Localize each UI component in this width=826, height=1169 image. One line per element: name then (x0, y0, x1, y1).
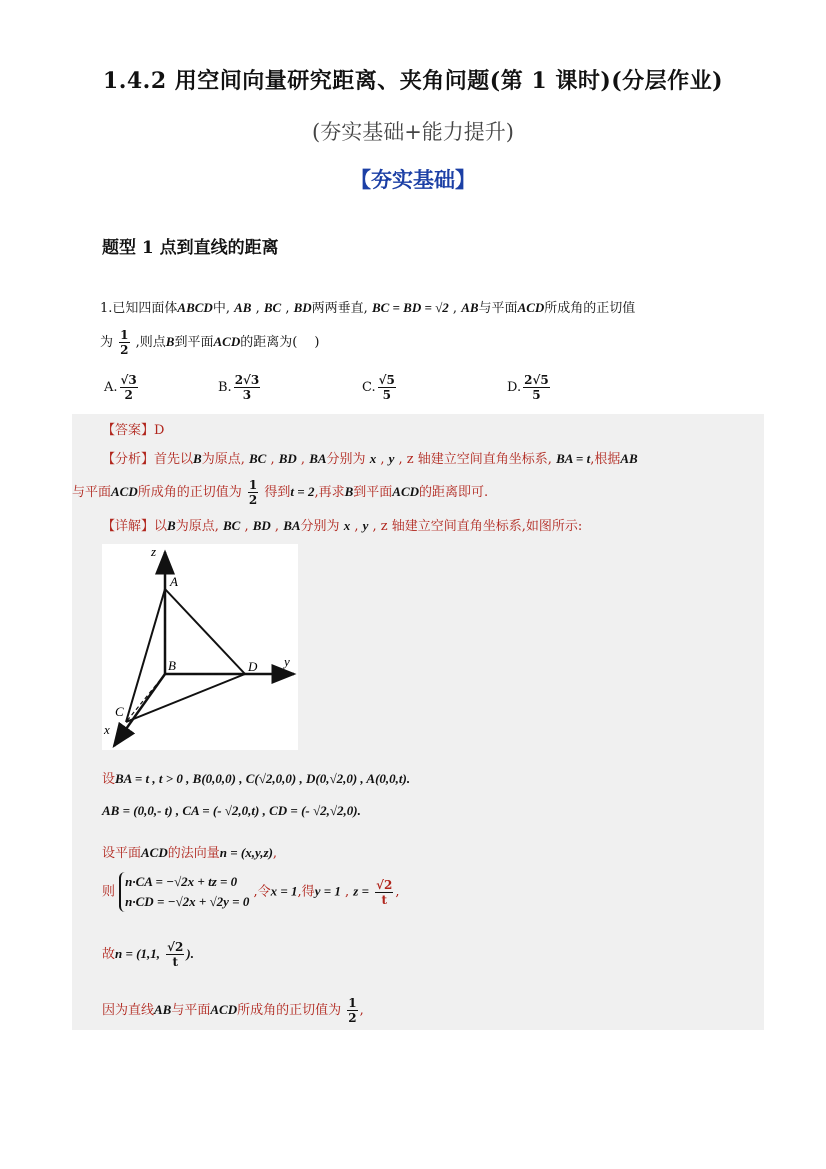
vector-line: AB = (0,0,- t) , CA = (- √2,0,t) , CD = (- √2,√2,0). (102, 803, 361, 818)
fraction-half: $\frac{1}{2}$ (120, 328, 129, 357)
question-line-1: 1.已知四面体ABCD中, AB , BC , BD两两垂直, BC = BD = √2 , AB与平面ACD所成角的正切值 (100, 300, 636, 316)
system-line: 则 n·CA = −√2x + tz = 0 n·CD = −√2x + √2y = 0 ,令x = 1,得y = 1 , z = $\frac{√2}{t}$ , (102, 872, 400, 912)
label-d: D (248, 659, 258, 674)
tetrahedron-figure (102, 544, 298, 750)
option-b[interactable]: B. $\frac{2√3}{3}$ (218, 373, 260, 402)
label-c: C (115, 704, 124, 719)
edge-cd (126, 674, 245, 722)
because-line: 因为直线AB与平面ACD所成角的正切值为 $\frac{1}{2}$ , (102, 996, 364, 1025)
section-heading: 【夯实基础】 (350, 167, 476, 192)
label-a: A (170, 574, 178, 589)
option-a[interactable]: A. $\frac{√3}{2}$ (104, 373, 137, 402)
question-type-heading: 题型 1 点到直线的距离 (102, 238, 279, 258)
edge-ad (165, 589, 245, 674)
label-y: y (284, 654, 290, 669)
analysis-line-2: 与平面ACD所成角的正切值为 $\frac{1}{2}$ 得到t = 2,再求B到平面ACD的距离即可. (72, 478, 489, 507)
setup-line: 设BA = t , t > 0 , B(0,0,0) , C(√2,0,0) , D(0,√2,0) , A(0,0,t). (102, 771, 411, 787)
document-title: 1.4.2 用空间向量研究距离、夹角问题(第 1 课时)(分层作业) (102, 68, 724, 94)
conclusion-line: 故n = (1,1, $\frac{√2}{t}$ ). (102, 940, 194, 969)
label-x: x (104, 722, 110, 737)
label-z: z (151, 544, 157, 559)
equation-system: n·CA = −√2x + tz = 0 n·CD = −√2x + √2y = 0 (119, 872, 249, 912)
document-subtitle: (夯实基础+能力提升) (312, 120, 514, 144)
analysis-line-1: 【分析】首先以B为原点, BC , BD , BA分别为 x , y , z 轴建立空间直角坐标系, BA = t,根据AB (102, 451, 638, 467)
label-b: B (168, 658, 176, 673)
option-d[interactable]: D. $\frac{2√5}{5}$ (507, 373, 549, 402)
option-c[interactable]: C. $\frac{√5}{5}$ (362, 373, 395, 402)
question-line-2: 为 $\frac{1}{2}$ ,则点B到平面ACD的距离为( ) (100, 328, 320, 357)
detail-line-1: 【详解】以B为原点, BC , BD , BA分别为 x , y , z 轴建立空间直角坐标系,如图所示: (102, 518, 583, 534)
coordinate-diagram (102, 544, 298, 750)
normal-vector-line: 设平面ACD的法向量n = (x,y,z), (102, 845, 278, 861)
answer-line: 【答案】D (102, 423, 165, 438)
